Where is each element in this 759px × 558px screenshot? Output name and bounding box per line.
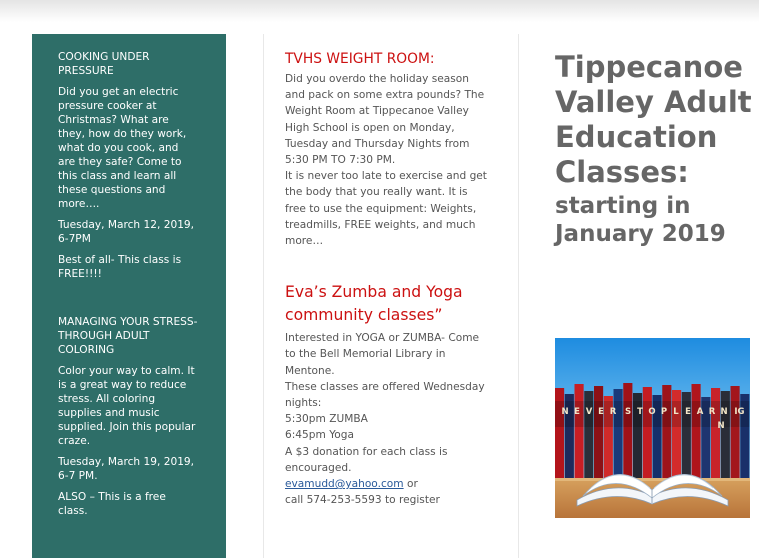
stress-note: ALSO – This is a free class. xyxy=(58,491,166,517)
cooking-date: Tuesday, March 12, 2019, 6-7PM xyxy=(58,219,195,245)
spine-letter: N xyxy=(720,407,728,417)
yoga-time: 6:45pm Yoga xyxy=(285,429,354,442)
contact-line xyxy=(285,476,490,492)
title-line: Tippecanoe xyxy=(555,50,743,84)
spine-letter: N xyxy=(561,407,569,417)
book-spine xyxy=(692,384,701,478)
call-line: call 574-253-5593 to register xyxy=(285,494,440,507)
top-shadow xyxy=(0,0,759,22)
book-spine xyxy=(575,384,584,478)
book-spine xyxy=(643,387,652,478)
column-divider xyxy=(518,34,519,558)
spine-letter: G xyxy=(737,407,745,417)
spine-letter: R xyxy=(609,407,617,417)
spine-letter: S xyxy=(624,407,632,417)
spine-letter: V xyxy=(585,407,593,417)
weight-room-heading: TVHS WEIGHT ROOM: xyxy=(285,51,435,67)
book-spine xyxy=(662,385,671,478)
email-link[interactable]: evamudd@yahoo.com xyxy=(285,478,404,491)
weight-room-body: Did you overdo the holiday season and pack on some extra pounds? The Weight Room at Tippecanoe Valley High School is open on Monday, Tuesday and Thursday Nights from 5:30 PM TO 7:30 PM. xyxy=(285,73,485,167)
contact-or: or xyxy=(403,478,418,491)
book-spine xyxy=(623,383,632,478)
column-divider xyxy=(263,34,264,558)
title-line: Education xyxy=(555,120,718,154)
cooking-heading: COOKING UNDER PRESSURE xyxy=(58,51,150,77)
spine-letter: L xyxy=(673,407,679,417)
stress-description: Color your way to calm. It is a great way to reduce stress. All coloring supplies and music supplied. Join this popular craze. xyxy=(58,365,196,447)
zumba-intro: Interested in YOGA or ZUMBA- Come to the Bell Memorial Library in Mentone. xyxy=(285,332,480,377)
left-panel-content xyxy=(58,50,198,525)
cooking-note: Best of all- This class is FREE!!!! xyxy=(58,254,182,280)
subtitle-line: January 2019 xyxy=(555,221,726,247)
left-panel xyxy=(32,34,226,558)
book-spine xyxy=(594,386,603,478)
title-line: Valley Adult xyxy=(555,85,752,119)
spine-letter: R xyxy=(708,407,716,417)
spine-letter: O xyxy=(648,407,656,417)
weight-room-body-2: It is never too late to exercise and get the body that you really want. It is free to use the equipment: Weights, treadmills, FREE weights, and much more… xyxy=(285,170,487,248)
cooking-description: Did you get an electric pressure cooker at Christmas? What are they, how do they work, what do you cook, and are they safe? Come to this class and learn all these questions and more…. xyxy=(58,86,187,210)
zumba-time: 5:30pm ZUMBA xyxy=(285,413,368,426)
stress-heading: MANAGING YOUR STRESS- THROUGH ADULT COLORING xyxy=(58,316,198,356)
spine-letter: P xyxy=(660,407,668,417)
spine-letter: I xyxy=(734,407,738,417)
middle-column xyxy=(285,50,490,508)
subtitle-line: starting in xyxy=(555,193,691,219)
spine-letter: E xyxy=(574,407,580,417)
donation-note: A $3 donation for each class is encouraged. xyxy=(285,445,448,474)
stress-date: Tuesday, March 19, 2019, 6-7 PM. xyxy=(58,456,195,482)
title-line: Classes: xyxy=(555,155,689,189)
spine-letter: E xyxy=(685,407,691,417)
book-spine xyxy=(731,386,740,478)
books-illustration xyxy=(555,338,750,518)
spine-letter: N xyxy=(717,421,725,431)
spine-letter: A xyxy=(696,407,704,417)
books-photo xyxy=(555,338,750,518)
spine-letter: T xyxy=(637,407,643,417)
spine-letter: E xyxy=(598,407,604,417)
page-subtitle xyxy=(555,192,759,248)
zumba-schedule-intro: These classes are offered Wednesday nights: xyxy=(285,380,485,410)
zumba-heading: Eva’s Zumba and Yoga community classes” xyxy=(285,283,463,325)
page-title xyxy=(555,50,759,190)
